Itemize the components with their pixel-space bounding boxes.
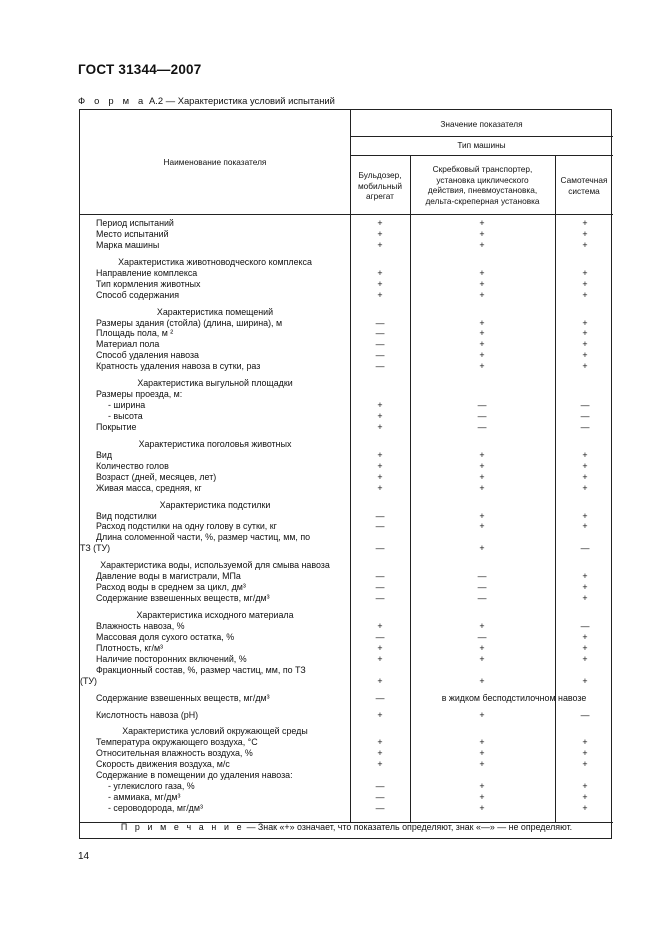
table-row <box>80 521 613 532</box>
indicator-name: Способ удаления навоза <box>96 350 199 361</box>
value-conveyor: + <box>479 228 485 239</box>
table-row <box>80 710 613 721</box>
value-conveyor: + <box>479 239 485 250</box>
value-gravity: + <box>582 803 588 813</box>
indicator-name: Характеристика поголовья животных <box>138 438 292 449</box>
value-conveyor: + <box>479 620 485 631</box>
value-bulldozer: + <box>377 218 383 228</box>
table-row <box>80 339 613 350</box>
table-row <box>80 511 613 522</box>
table-row <box>80 693 613 704</box>
value-gravity: + <box>582 361 588 372</box>
indicator-name: Относительная влажность воздуха, % <box>96 748 253 759</box>
value-gravity: + <box>582 759 588 770</box>
value-bulldozer: — <box>375 631 385 642</box>
value-gravity: + <box>582 218 588 228</box>
value-bulldozer: — <box>375 803 385 813</box>
table-row <box>80 361 613 372</box>
table-row <box>80 643 613 654</box>
value-gravity: + <box>582 449 588 460</box>
value-bulldozer: + <box>377 675 383 686</box>
value-bulldozer: — <box>375 510 385 521</box>
table-row <box>80 461 613 472</box>
value-gravity: + <box>582 571 588 582</box>
value-gravity: + <box>582 328 588 339</box>
table-row <box>80 218 613 229</box>
table-row <box>80 328 613 339</box>
indicator-name: Фракционный состав, %, размер частиц, мм, по ТЗ <box>96 664 306 675</box>
value-bulldozer: + <box>377 289 383 300</box>
value-bulldozer: + <box>377 411 383 421</box>
form-caption <box>78 95 335 106</box>
table-row <box>80 389 613 400</box>
value-conveyor: + <box>479 675 485 686</box>
value-conveyor: — <box>477 631 487 642</box>
indicator-name: - ширина <box>108 400 146 411</box>
value-conveyor: + <box>479 278 485 289</box>
value-header: Значение показателя <box>440 119 523 129</box>
table-row <box>80 229 613 240</box>
indicator-name: Плотность, кг/м³ <box>96 642 164 653</box>
value-gravity: — <box>580 421 590 432</box>
value-gravity: + <box>582 510 588 521</box>
indicator-name: - аммиака, мг/дм³ <box>108 792 181 803</box>
indicator-name: Живая масса, средняя, кг <box>96 482 202 493</box>
machine-type-header: Тип машины <box>457 140 506 150</box>
value-bulldozer: + <box>377 737 383 748</box>
value-conveyor: + <box>479 653 485 664</box>
value-conveyor: + <box>479 328 485 339</box>
value-bulldozer: — <box>375 571 385 582</box>
value-gravity: + <box>582 582 588 593</box>
indicator-name: Наличие посторонних включений, % <box>96 653 247 664</box>
value-gravity: — <box>580 709 590 720</box>
value-conveyor: + <box>479 781 485 792</box>
value-bulldozer: + <box>377 759 383 770</box>
value-conveyor: + <box>479 737 485 748</box>
value-bulldozer: — <box>375 350 385 361</box>
value-gravity: — <box>580 400 590 411</box>
value-merged: в жидком бесподстилочном навозе <box>441 692 587 703</box>
table-row <box>80 665 613 676</box>
value-conveyor: — <box>477 400 487 411</box>
indicator-name: Размеры проезда, м: <box>96 389 183 400</box>
value-gravity: + <box>582 748 588 759</box>
indicator-name: - сероводорода, мг/дм³ <box>108 803 203 813</box>
table-row <box>80 290 613 301</box>
value-bulldozer: + <box>377 267 383 278</box>
value-bulldozer: + <box>377 471 383 482</box>
note-label: П р и м е ч а н и е <box>120 822 245 832</box>
value-bulldozer: + <box>377 228 383 239</box>
indicator-name: Покрытие <box>96 421 137 432</box>
value-bulldozer: + <box>377 653 383 664</box>
value-conveyor: + <box>479 339 485 350</box>
value-bulldozer: — <box>375 317 385 328</box>
value-gravity: + <box>582 675 588 686</box>
value-bulldozer: + <box>377 482 383 493</box>
value-bulldozer: — <box>375 328 385 339</box>
table-row <box>80 268 613 279</box>
table-row <box>80 770 613 781</box>
value-conveyor: + <box>479 471 485 482</box>
indicator-name: Возраст (дней, месяцев, лет) <box>96 471 217 482</box>
table-row <box>80 759 613 770</box>
indicator-name: Кратность удаления навоза в сутки, раз <box>96 361 261 372</box>
form-title: А.2 — Характеристика условий испытаний <box>146 95 335 106</box>
indicator-name: Массовая доля сухого остатка, % <box>96 631 235 642</box>
value-gravity: + <box>582 339 588 350</box>
header-line-1 <box>350 136 613 137</box>
value-conveyor: + <box>479 748 485 759</box>
table-row <box>80 654 613 665</box>
indicator-name: Давление воды в магистрали, МПа <box>96 571 241 582</box>
table-row <box>80 621 613 632</box>
table-row <box>80 748 613 759</box>
value-conveyor: + <box>479 317 485 328</box>
value-bulldozer: + <box>377 620 383 631</box>
section-row <box>80 560 613 571</box>
value-gravity: + <box>582 593 588 604</box>
value-gravity: + <box>582 642 588 653</box>
table-row <box>80 792 613 803</box>
value-gravity: — <box>580 411 590 421</box>
indicator-name: Длина соломенной части, %, размер частиц, мм, по <box>96 532 311 543</box>
table-body <box>80 218 613 814</box>
value-conveyor: + <box>479 521 485 532</box>
value-gravity: + <box>582 781 588 792</box>
value-conveyor: + <box>479 350 485 361</box>
value-conveyor: + <box>479 218 485 228</box>
value-bulldozer: + <box>377 278 383 289</box>
indicator-name: Содержание взвешенных веществ, мг/дм³ <box>96 692 270 703</box>
value-bulldozer: — <box>375 582 385 593</box>
indicator-name: Характеристика подстилки <box>159 499 271 510</box>
value-conveyor: + <box>479 267 485 278</box>
value-gravity: + <box>582 792 588 803</box>
value-gravity: + <box>582 317 588 328</box>
section-row <box>80 257 613 268</box>
table-row <box>80 543 613 554</box>
indicator-name: Характеристика животноводческого комплекса <box>118 256 312 267</box>
indicator-name: Количество голов <box>96 460 169 471</box>
value-bulldozer: — <box>375 781 385 792</box>
value-gravity: — <box>580 543 590 554</box>
table-note <box>80 822 613 832</box>
indicator-name: Температура окружающего воздуха, °С <box>96 737 258 748</box>
indicator-name: Вид подстилки <box>96 510 157 521</box>
value-gravity: + <box>582 521 588 532</box>
indicator-name: Расход подстилки на одну голову в сутки, кг <box>96 521 277 532</box>
value-gravity: + <box>582 350 588 361</box>
header-line-2 <box>350 155 613 156</box>
conditions-table <box>79 109 612 839</box>
indicator-name: Кислотность навоза (рН) <box>96 709 199 720</box>
indicator-name: Содержание в помещении до удаления навоза: <box>96 770 293 781</box>
table-row <box>80 483 613 494</box>
value-conveyor: + <box>479 543 485 554</box>
value-gravity: + <box>582 631 588 642</box>
indicator-name: Характеристика исходного материала <box>136 610 294 620</box>
indicator-name: Вид <box>96 449 113 460</box>
indicator-header: Наименование показателя <box>163 157 267 167</box>
value-gravity: + <box>582 278 588 289</box>
table-row <box>80 593 613 604</box>
value-bulldozer: + <box>377 239 383 250</box>
type-header-conveyor: Скребковый транспортер, установка циклического действия, пневмоустановка, дельта-скреперная установка <box>425 164 540 206</box>
value-conveyor: — <box>477 421 487 432</box>
indicator-name: Характеристика выгульной площадки <box>137 378 293 389</box>
section-row <box>80 500 613 511</box>
table-row <box>80 318 613 329</box>
table-row <box>80 803 613 814</box>
table-row <box>80 676 613 687</box>
section-row <box>80 378 613 389</box>
indicator-name: Характеристика условий окружающей среды <box>122 726 308 737</box>
indicator-name: - высота <box>108 411 143 421</box>
table-row <box>80 411 613 422</box>
value-bulldozer: + <box>377 400 383 411</box>
type-header-bulldozer: Бульдозер, мобильный агрегат <box>357 170 403 202</box>
table-row <box>80 582 613 593</box>
indicator-name: ТЗ (ТУ) <box>80 543 111 554</box>
indicator-name: Скорость движения воздуха, м/с <box>96 759 230 770</box>
table-row <box>80 737 613 748</box>
value-conveyor: + <box>479 449 485 460</box>
value-gravity: + <box>582 482 588 493</box>
type-header-gravity: Самотечная система <box>560 175 608 196</box>
table-row <box>80 422 613 433</box>
document-header: ГОСТ 31344—2007 <box>78 62 202 77</box>
value-gravity: — <box>580 620 590 631</box>
note-text: — Знак «+» означает, что показатель определяют, знак «—» — не определяют. <box>244 822 573 832</box>
value-bulldozer: — <box>375 593 385 604</box>
indicator-name: Место испытаний <box>96 228 169 239</box>
value-conveyor: + <box>479 642 485 653</box>
table-row <box>80 400 613 411</box>
value-bulldozer: — <box>375 521 385 532</box>
value-conveyor: + <box>479 759 485 770</box>
value-conveyor: + <box>479 289 485 300</box>
value-conveyor: + <box>479 803 485 813</box>
section-row <box>80 726 613 737</box>
table-row <box>80 632 613 643</box>
value-bulldozer: + <box>377 449 383 460</box>
indicator-name: Расход воды в среднем за цикл, дм³ <box>96 582 246 593</box>
value-gravity: + <box>582 471 588 482</box>
table-row <box>80 450 613 461</box>
value-bulldozer: + <box>377 460 383 471</box>
value-conveyor: + <box>479 482 485 493</box>
value-conveyor: + <box>479 460 485 471</box>
indicator-name: Влажность навоза, % <box>96 620 185 631</box>
value-gravity: + <box>582 239 588 250</box>
table-row <box>80 350 613 361</box>
indicator-name: Период испытаний <box>96 218 174 228</box>
indicator-name: (ТУ) <box>80 675 97 686</box>
value-bulldozer: + <box>377 642 383 653</box>
indicator-name: Площадь пола, м ² <box>96 328 174 339</box>
value-bulldozer: — <box>375 361 385 372</box>
table-row <box>80 279 613 290</box>
indicator-name: Характеристика воды, используемой для смыва навоза <box>100 560 330 571</box>
value-gravity: + <box>582 653 588 664</box>
value-gravity: + <box>582 460 588 471</box>
table-row <box>80 532 613 543</box>
value-bulldozer: + <box>377 748 383 759</box>
indicator-name: Характеристика помещений <box>156 306 274 317</box>
value-bulldozer: — <box>375 339 385 350</box>
indicator-name: Содержание взвешенных веществ, мг/дм³ <box>96 593 270 604</box>
value-conveyor: — <box>477 571 487 582</box>
indicator-name: Способ содержания <box>96 289 180 300</box>
section-row <box>80 439 613 450</box>
table-row <box>80 240 613 251</box>
table-row <box>80 781 613 792</box>
indicator-name: Размеры здания (стойла) (длина, ширина), м <box>96 317 283 328</box>
value-gravity: + <box>582 737 588 748</box>
table-row <box>80 571 613 582</box>
value-bulldozer: + <box>377 709 383 720</box>
value-bulldozer: + <box>377 421 383 432</box>
section-row <box>80 307 613 318</box>
value-conveyor: + <box>479 709 485 720</box>
indicator-name: - углекислого газа, % <box>108 781 195 792</box>
section-row <box>80 610 613 621</box>
page-number: 14 <box>78 851 90 862</box>
value-gravity: + <box>582 289 588 300</box>
header-line-3 <box>80 214 613 215</box>
value-gravity: + <box>582 267 588 278</box>
indicator-name: Марка машины <box>96 239 160 250</box>
value-conveyor: + <box>479 510 485 521</box>
value-conveyor: — <box>477 411 487 421</box>
value-bulldozer: — <box>375 792 385 803</box>
value-conveyor: + <box>479 792 485 803</box>
value-gravity: + <box>582 228 588 239</box>
form-label: Ф о р м а <box>78 95 147 106</box>
value-bulldozer: — <box>375 692 385 703</box>
indicator-name: Тип кормления животных <box>96 278 201 289</box>
indicator-name: Материал пола <box>96 339 160 350</box>
value-conveyor: + <box>479 361 485 372</box>
value-conveyor: — <box>477 582 487 593</box>
indicator-name: Направление комплекса <box>96 267 198 278</box>
value-conveyor: — <box>477 593 487 604</box>
table-row <box>80 472 613 483</box>
value-bulldozer: — <box>375 543 385 554</box>
